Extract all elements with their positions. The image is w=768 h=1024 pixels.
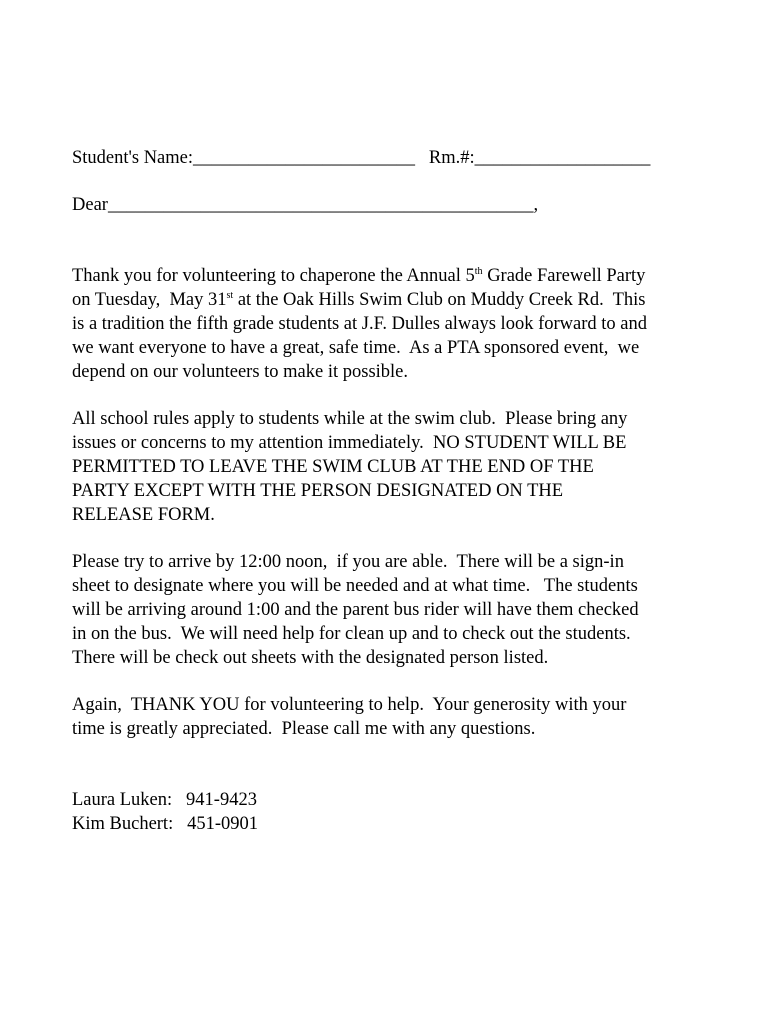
paragraph-rules bbox=[72, 407, 712, 527]
paragraph-line: will be arriving around 1:00 and the parent bus rider will have them checked bbox=[72, 600, 639, 620]
paragraph-line: Thank you for volunteering to chaperone the Annual 5th Grade Farewell Party bbox=[72, 266, 646, 286]
paragraph-line: time is greatly appreciated. Please call me with any questions. bbox=[72, 719, 536, 739]
contact-name: Laura Luken: bbox=[72, 790, 173, 810]
paragraph-line: Again, THANK YOU for volunteering to help. Your generosity with your bbox=[72, 695, 627, 715]
paragraph-thanks bbox=[72, 693, 712, 741]
paragraph-line: depend on our volunteers to make it possible. bbox=[72, 362, 409, 382]
paragraph-line: is a tradition the fifth grade students at J.F. Dulles always look forward to and bbox=[72, 314, 647, 334]
salutation-blank: ______________________________________________ bbox=[107, 195, 534, 215]
contact-item bbox=[72, 788, 712, 812]
ordinal-suffix: th bbox=[474, 266, 483, 277]
paragraph-line: There will be check out sheets with the designated person listed. bbox=[72, 648, 549, 668]
room-label: Rm.#: bbox=[428, 148, 475, 168]
paragraph-line: PARTY EXCEPT WITH THE PERSON DESIGNATED ON THE bbox=[72, 481, 564, 501]
paragraph-line: PERMITTED TO LEAVE THE SWIM CLUB AT THE END OF THE bbox=[72, 457, 594, 477]
paragraph-line: on Tuesday, May 31st at the Oak Hills Swim Club on Muddy Creek Rd. This bbox=[72, 290, 646, 310]
salutation-line bbox=[72, 193, 538, 217]
paragraph-line: Please try to arrive by 12:00 noon, if you are able. There will be a sign-in bbox=[72, 552, 624, 572]
paragraph-line: RELEASE FORM. bbox=[72, 505, 215, 525]
contact-list bbox=[72, 788, 712, 836]
salutation-comma: , bbox=[533, 195, 539, 215]
paragraph-arrival bbox=[72, 550, 712, 670]
contact-phone: 941-9423 bbox=[186, 790, 257, 810]
student-info-line bbox=[72, 146, 650, 170]
salutation-word: Dear bbox=[72, 195, 108, 215]
contact-name: Kim Buchert: bbox=[72, 814, 174, 834]
contact-phone: 451-0901 bbox=[187, 814, 259, 834]
contact-item bbox=[72, 812, 712, 836]
paragraph-line: All school rules apply to students while at the swim club. Please bring any bbox=[72, 409, 628, 429]
student-name-label: Student's Name: bbox=[72, 148, 193, 168]
paragraph-line: issues or concerns to my attention immediately. NO STUDENT WILL BE bbox=[72, 433, 627, 453]
paragraph-line: sheet to designate where you will be needed and at what time. The students bbox=[72, 576, 638, 596]
paragraph-line: in on the bus. We will need help for clean up and to check out the students. bbox=[72, 624, 631, 644]
paragraph-line: we want everyone to have a great, safe time. As a PTA sponsored event, we bbox=[72, 338, 640, 358]
ordinal-suffix: st bbox=[226, 290, 234, 301]
room-blank: ___________________ bbox=[474, 148, 651, 168]
student-name-blank: ________________________ bbox=[193, 148, 415, 168]
paragraph-intro bbox=[72, 264, 712, 384]
